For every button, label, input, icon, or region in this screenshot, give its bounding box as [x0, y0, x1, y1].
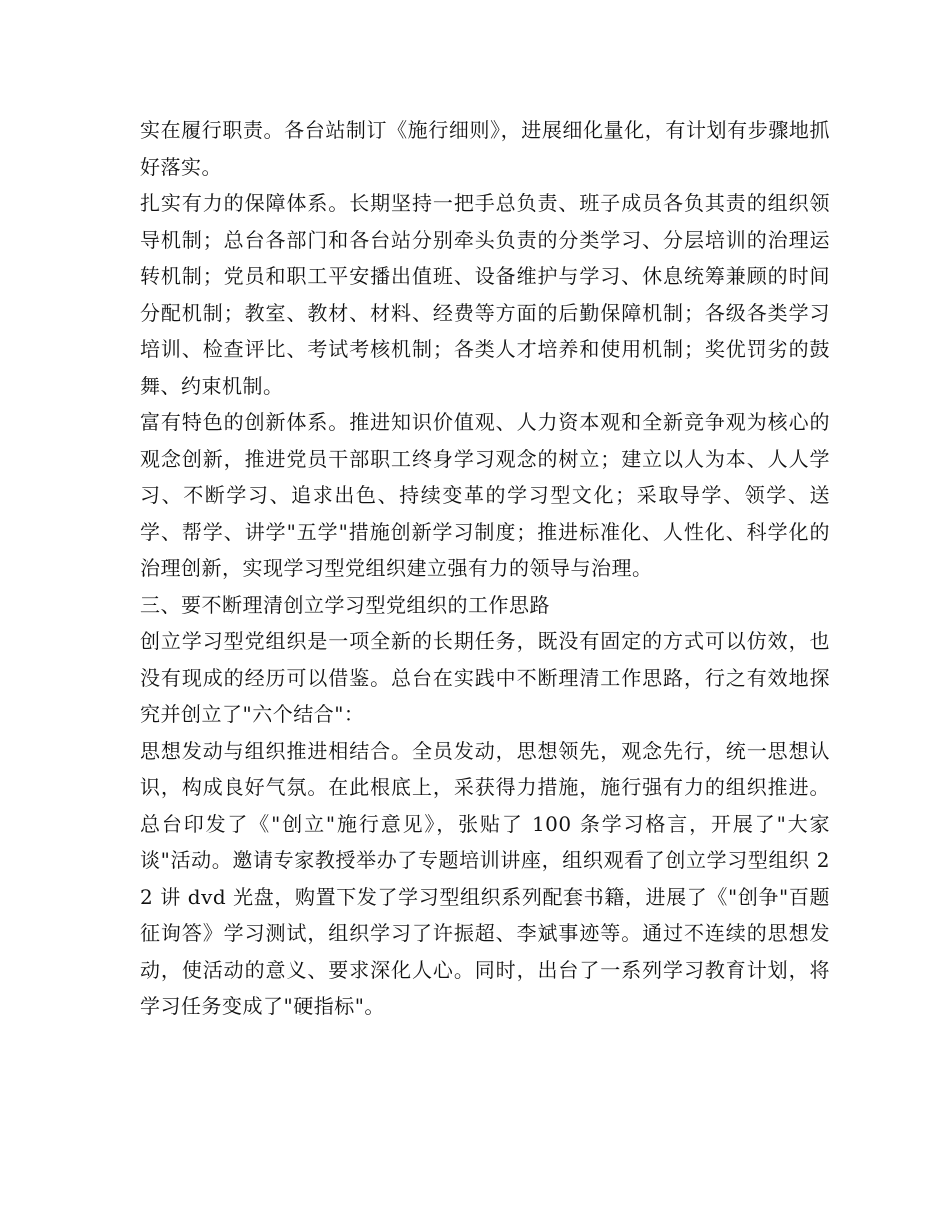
- paragraph-mobilization: 思想发动与组织推进相结合。全员发动，思想领先，观念先行，统一思想认识，构成良好气氛。在此根底上，采获得力措施，施行强有力的组织推进。总台印发了《"创立"施行意见》，张贴了 100 条学习格言，开展了"大家谈"活动。邀请专家教授举办了专题培训讲座，组织观看了创立学习型组织 22 讲 dvd 光盘，购置下发了学习型组织系列配套书籍，进展了《"创争"百题征询答》学习测试，组织学习了许振超、李斌事迹等。通过不连续的思想发动，使活动的意义、要求深化人心。同时，出台了一系列学习教育计划，将学习任务变成了"硬指标"。: [140, 738, 830, 1018]
- paragraph-work-approach: 创立学习型党组织是一项全新的长期任务，既没有固定的方式可以仿效，也没有现成的经历可以借鉴。总台在实践中不断理清工作思路，行之有效地探究并创立了"六个结合"：: [140, 629, 830, 726]
- document-body: [140, 112, 830, 1025]
- paragraph-support-system: 扎实有力的保障体系。长期坚持一把手总负责、班子成员各负其责的组织领导机制；总台各部门和各台站分别牵头负责的分类学习、分层培训的治理运转机制；党员和职工平安播出值班、设备维护与学习、休息统筹兼顾的时间分配机制；教室、教材、材料、经费等方面的后勤保障机制；各级各类学习培训、检查评比、考试考核机制；各类人才培养和使用机制；奖优罚劣的鼓舞、约束机制。: [140, 191, 830, 398]
- paragraph-continuation: 实在履行职责。各台站制订《施行细则》，进展细化量化，有计划有步骤地抓好落实。: [140, 118, 830, 179]
- section-heading: 三、要不断理清创立学习型党组织的工作思路: [140, 592, 550, 617]
- paragraph-innovation-system: 富有特色的创新体系。推进知识价值观、人力资本观和全新竞争观为核心的观念创新，推进党员干部职工终身学习观念的树立；建立以人为本、人人学习、不断学习、追求出色、持续变革的学习型文化；采取导学、领学、送学、帮学、讲学"五学"措施创新学习制度；推进标准化、人性化、科学化的治理创新，实现学习型党组织建立强有力的领导与治理。: [140, 410, 830, 580]
